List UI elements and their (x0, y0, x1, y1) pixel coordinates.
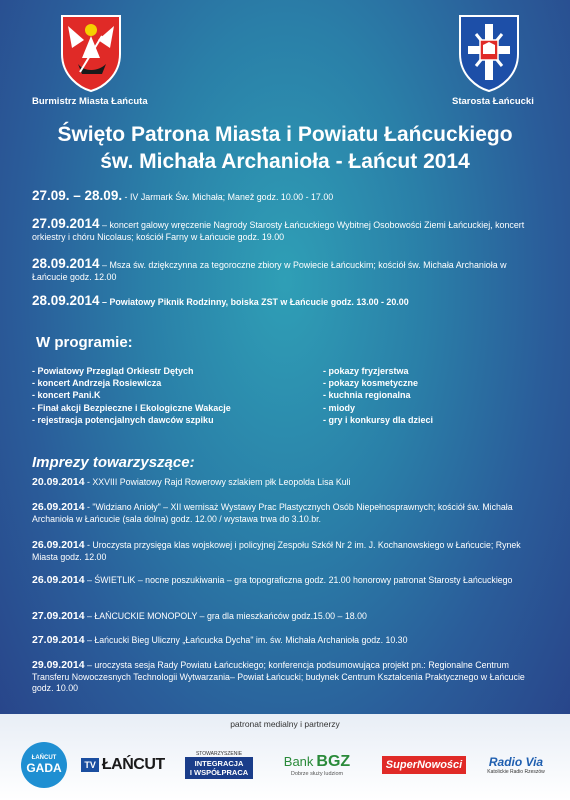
event-text: - IV Jarmark Św. Michała; Manež godz. 10.00 - 17.00 (122, 192, 334, 202)
accompanying-event-7 (32, 660, 542, 695)
tv-badge: TV (81, 758, 99, 772)
super-nowosci-logo (382, 742, 466, 788)
event-date: 27.09.2014 (32, 216, 100, 231)
accompanying-title: Imprezy towarzyszące: (32, 454, 195, 471)
program-list-left (32, 365, 231, 426)
event-text: – Powiatowy Piknik Rodzinny, boiska ZST w Łańcucie godz. 13.00 - 20.00 (99, 297, 409, 307)
event-date: 29.09.2014 (32, 659, 85, 671)
main-event-3 (32, 258, 542, 283)
super-word: Super (385, 759, 417, 771)
mayor-caption: Burmistrz Miasta Łańcuta (32, 96, 148, 107)
list-item: - kuchnia regionalna (323, 390, 411, 401)
gada-logo (18, 742, 70, 788)
event-text: – Msza św. dziękczynna za tegoroczne zbiory w Powiecie Łańcuckim; kościół św. Michała Archanioła w Łańcucie godz. 12.00 (32, 260, 507, 282)
nowosci-word: Nowości (416, 759, 463, 771)
main-event-1 (32, 190, 542, 203)
event-text: – uroczysta sesja Rady Powiatu Łańcuckiego; konferencja podsumowująca projekt pn.: Regionalne Centrum Transferu Nowoczesnych Technologii Wytwarzania– Powiat Łańcucki; budynek Centrum Kształcenia Praktycznego w Łańcucie godz. 10.00 (32, 660, 525, 693)
event-date: 27.09.2014 (32, 610, 85, 622)
event-date: 27.09.2014 (32, 634, 85, 646)
list-item: - rejestracja potencjalnych dawców szpiku (32, 414, 214, 425)
radio-via-sub: Katolickie Radio Rzeszów (487, 769, 545, 775)
list-item: - koncert Andrzeja Rosiewicza (32, 378, 162, 389)
event-text: - "Widziano Anioły" – XII wernisaż Wystawy Prac Plastycznych Osób Niepełnosprawnych; kościół św. Michała Archanioła w Łańcucie (sala dolna) godz. 12.00 / wystawa trwa do 3.10.br. (32, 502, 513, 524)
bank-word: Bank (283, 754, 314, 769)
list-item: - pokazy fryzjerstwa (323, 366, 409, 376)
starost-caption: Starosta Łańcucki (452, 96, 534, 107)
accompanying-event-3 (32, 540, 542, 563)
integracja-line-2: I WSPÓŁPRACA (189, 768, 249, 777)
integracja-top: STOWARZYSZENIE (195, 751, 243, 757)
main-event-4 (32, 295, 542, 308)
title-line-2: św. Michała Archanioła - Łańcut 2014 (100, 150, 470, 173)
partners-title: patronat medialny i partnerzy (230, 719, 340, 729)
event-date: 26.09.2014 (32, 574, 85, 586)
event-text: – ŚWIETLIK – nocne poszukiwania – gra topograficzna godz. 21.00 honorowy patronat Starosty Łańcuckiego (84, 575, 513, 585)
program-title: W programie: (36, 334, 133, 351)
event-text: - XXVIII Powiatowy Rajd Rowerowy szlakiem płk Leopolda Lisa Kuli (84, 477, 351, 487)
list-item: - pokazy kosmetyczne (323, 378, 419, 389)
accompanying-event-6 (32, 635, 542, 647)
bank-bgz-logo (274, 742, 360, 788)
event-text: – koncert galowy wręczenie Nagrody Starosty Łańcuckiego Wybitnej Osobowości Ziemi Łańcuckiej, koncert orkiestry i chóru Nicolaus; kościół Farny w Łańcucie godz. 19.00 (32, 220, 525, 242)
bank-slogan: Dobrze służy ludziom (290, 771, 344, 777)
event-text: - Uroczysta przysięga klas wojskowej i policyjnej Zespołu Szkół Nr 2 im. J. Kochanowskiego w Łańcucie; Rynek Miasta godz. 12.00 (32, 540, 521, 562)
event-date: 28.09.2014 (32, 256, 100, 271)
event-text: – Łańcucki Bieg Uliczny „Łańcucka Dycha" im. św. Michała Archanioła godz. 10.30 (84, 635, 408, 645)
list-item: - Finał akcji Bezpieczne i Ekologiczne Wakacje (32, 402, 231, 413)
partners-footer (0, 714, 570, 800)
event-date: 26.09.2014 (32, 539, 85, 551)
main-event-2 (32, 218, 542, 243)
accompanying-event-4 (32, 575, 542, 587)
tv-lancut-logo (82, 742, 164, 788)
accompanying-event-2 (32, 502, 542, 525)
list-item: - miody (323, 402, 356, 413)
bgz-word: BGZ (316, 753, 351, 770)
lancut-city-crest-icon (60, 14, 122, 92)
program-list-right (323, 365, 433, 426)
lancut-text: ŁAŃCUT (101, 756, 165, 773)
gada-logo-text: GADA (26, 761, 62, 775)
accompanying-event-1 (32, 477, 542, 489)
event-date: 26.09.2014 (32, 501, 85, 513)
event-date: 28.09.2014 (32, 293, 100, 308)
event-text: – ŁAŃCUCKIE MONOPOLY – gra dla mieszkańców godz.15.00 – 18.00 (84, 611, 367, 621)
page-title (0, 121, 570, 175)
list-item: - koncert Pani.K (32, 390, 101, 401)
event-date: 20.09.2014 (32, 476, 85, 488)
accompanying-event-5 (32, 611, 542, 623)
list-item: - gry i konkursy dla dzieci (323, 414, 434, 425)
title-line-1: Święto Patrona Miasta i Powiatu Łańcuckiego (57, 123, 513, 146)
event-date: 27.09. – 28.09. (32, 188, 123, 203)
lancut-county-crest-icon (458, 14, 520, 92)
integracja-line-1: INTEGRACJA (194, 759, 244, 768)
integracja-logo (176, 742, 262, 788)
gada-logo-top: ŁAŃCUT (31, 755, 57, 761)
list-item: - Powiatowy Przegląd Orkiestr Dętych (32, 366, 194, 376)
radio-via-text: Radio Via (488, 755, 544, 769)
radio-via-logo (478, 742, 554, 788)
